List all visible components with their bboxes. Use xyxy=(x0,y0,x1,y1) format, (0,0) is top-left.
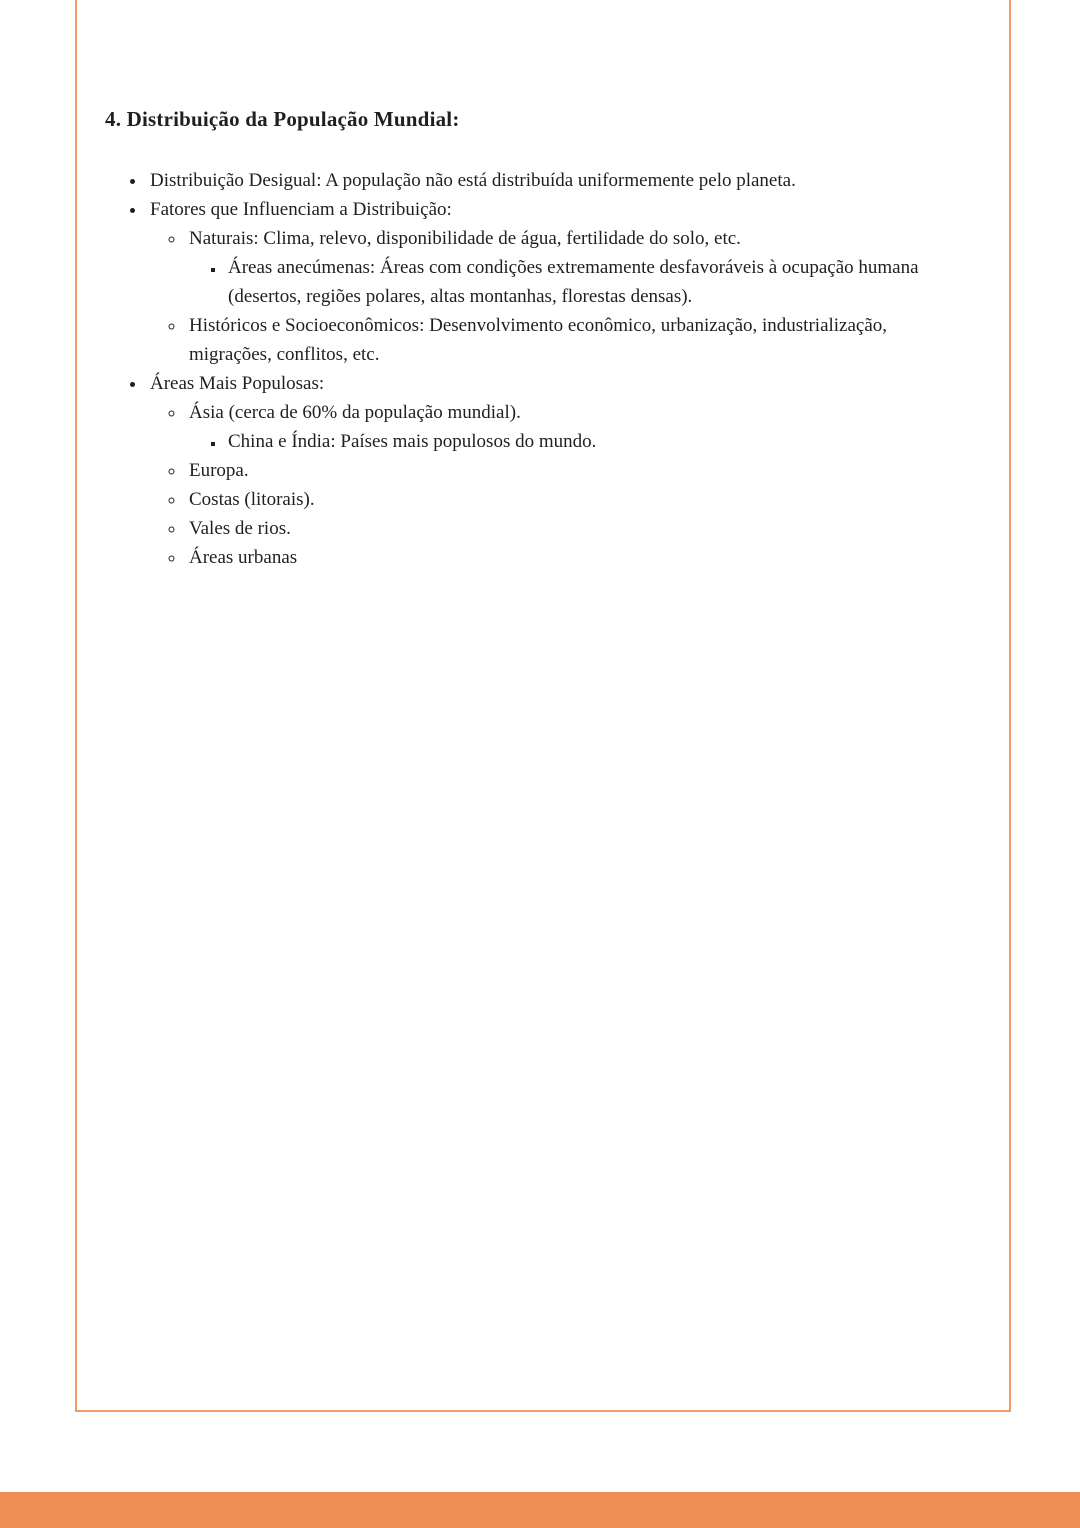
list-item-fatores xyxy=(147,195,949,369)
list-item-text: Costas (litorais). xyxy=(189,489,315,510)
list-item-vales xyxy=(186,514,949,543)
list-item-areas-anecumenas xyxy=(225,253,949,311)
page-border-frame xyxy=(75,0,1011,1412)
list-item-areas-populosas xyxy=(147,369,949,572)
document-content xyxy=(77,0,1009,572)
list-item-text: Fatores que Influenciam a Distribuição: xyxy=(150,199,452,220)
bottom-accent-bar xyxy=(0,1492,1080,1528)
list-item-text: Naturais: Clima, relevo, disponibilidade de água, fertilidade do solo, etc. xyxy=(189,228,741,249)
list-item-text: Vales de rios. xyxy=(189,518,291,539)
sub-list-asia xyxy=(189,427,949,456)
list-item-text: Históricos e Socioeconômicos: Desenvolvimento econômico, urbanização, industrialização, migrações, conflitos, etc. xyxy=(189,315,888,365)
list-item-text: Áreas urbanas xyxy=(189,547,298,568)
list-item-naturais xyxy=(186,224,949,311)
sub-list-naturais xyxy=(189,253,949,311)
list-item-distribuicao-desigual xyxy=(147,166,949,195)
list-item-historicos xyxy=(186,311,949,369)
list-item-china-india xyxy=(225,427,949,456)
list-item-areas-urbanas xyxy=(186,543,949,572)
list-item-text: China e Índia: Países mais populosos do mundo. xyxy=(228,431,597,452)
sub-list-fatores xyxy=(150,224,949,369)
list-item-text: Áreas anecúmenas: Áreas com condições extremamente desfavoráveis à ocupação humana (desertos, regiões polares, altas montanhas, florestas densas). xyxy=(228,257,919,307)
list-item-text: Europa. xyxy=(189,460,249,481)
list-item-text: Ásia (cerca de 60% da população mundial). xyxy=(189,402,521,423)
list-item-asia xyxy=(186,398,949,456)
list-item-costas xyxy=(186,485,949,514)
sub-list-areas-populosas xyxy=(150,398,949,572)
list-item-text: Áreas Mais Populosas: xyxy=(150,373,325,394)
bullet-list xyxy=(105,166,949,572)
list-item-europa xyxy=(186,456,949,485)
section-heading: 4. Distribuição da População Mundial: xyxy=(105,107,460,131)
list-item-text: Distribuição Desigual: A população não está distribuída uniformemente pelo planeta. xyxy=(150,170,796,191)
